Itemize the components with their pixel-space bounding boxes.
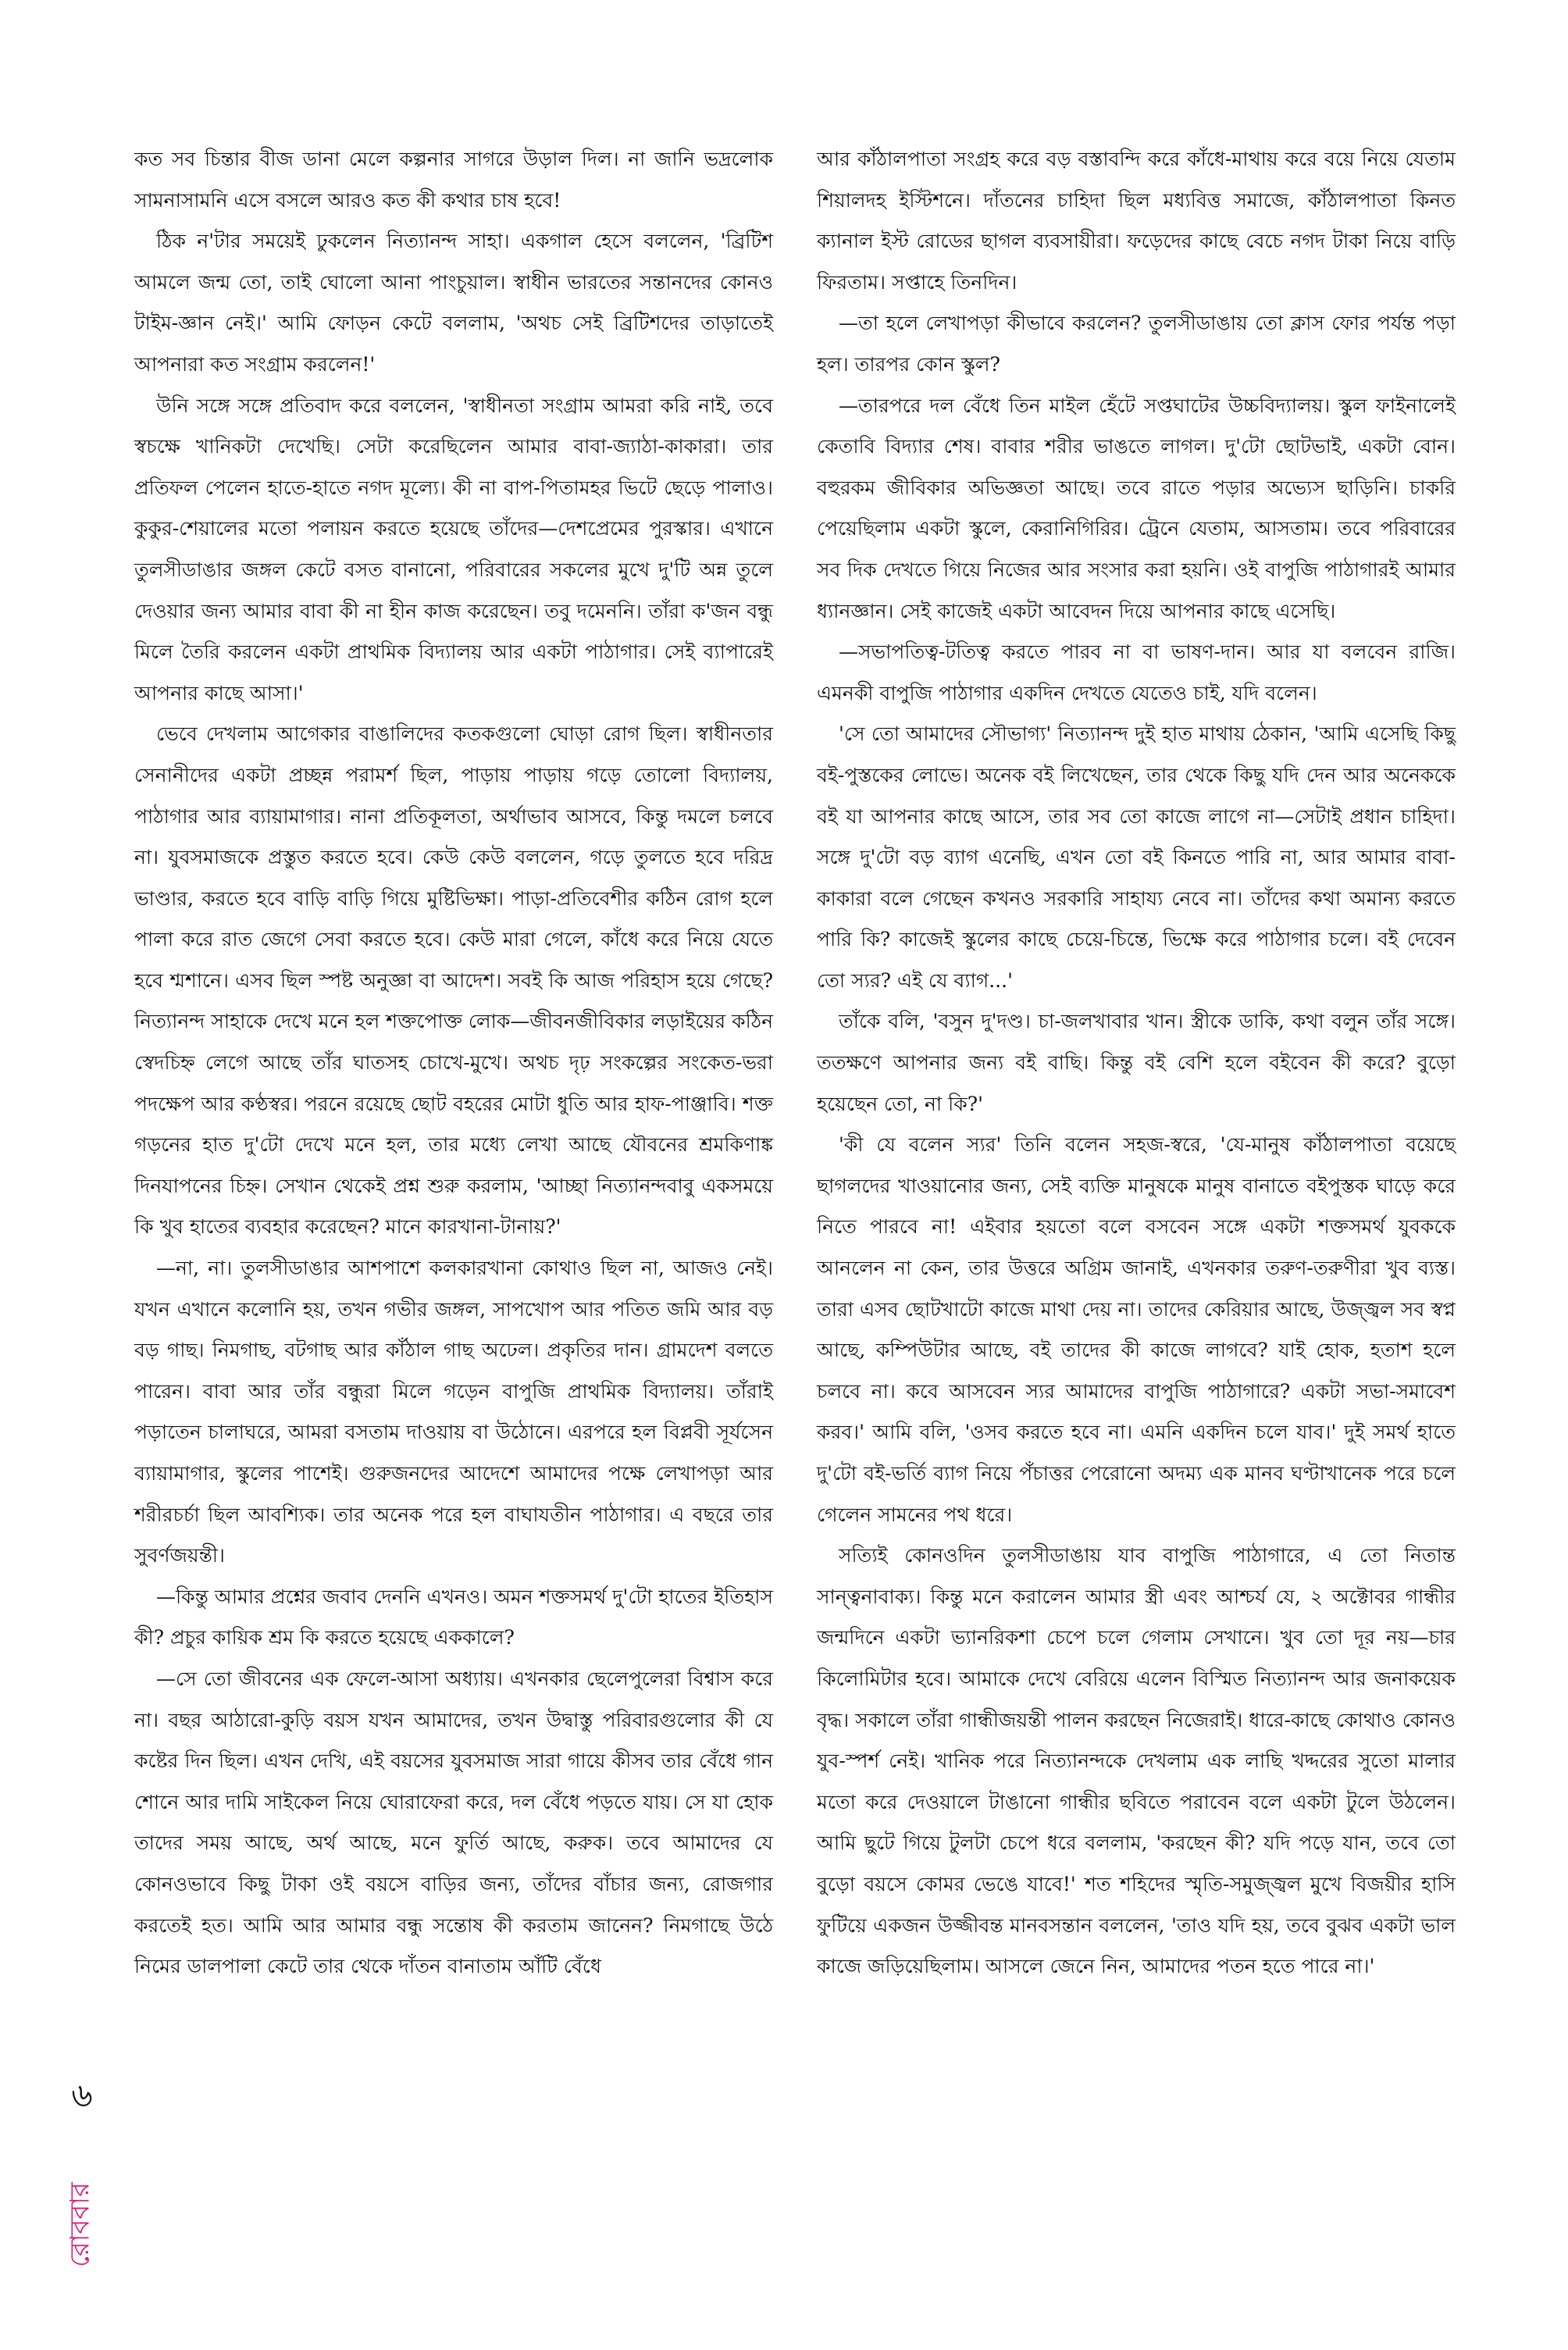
- paragraph: আর কাঁঠালপাতা সংগ্রহ করে বড় বস্তাবন্দি করে কাঁধে-মাথায় করে বয়ে নিয়ে যেতাম শিয়ালদহ ইস্টিশনে। দাঁতনের চাহিদা ছিল মধ্যবিত্ত সমাজে, কাঁঠালপাতা কিনত ক্যানাল ইস্ট রোডের ছাগল ব্যবসায়ীরা। ফড়েদের কাছে বেচে নগদ টাকা নিয়ে বাড়ি ফিরতাম। সপ্তাহে তিনদিন।: [817, 148, 1456, 294]
- paragraph: —কিন্তু আমার প্রশ্নের জবাব দেননি এখনও। অমন শক্তসমর্থ দু'টো হাতের ইতিহাস কী? প্রচুর কায়িক শ্রম কি করতে হয়েছে এককালে?: [134, 1585, 773, 1649]
- right-text-column: [817, 139, 1456, 1988]
- paragraph: —তা হলে লেখাপড়া কীভাবে করলেন? তুলসীডাঙায় তো ক্লাস ফোর পর্যন্ত পড়া হল। তারপর কোন স্কুল?: [817, 312, 1456, 376]
- paragraph: 'কী যে বলেন স্যর' তিনি বলেন সহজ-স্বরে, 'যে-মানুষ কাঁঠালপাতা বয়েছে ছাগলদের খাওয়ানোর জন্য, সেই ব্যক্তি মানুষকে মানুষ বানাতে বইপুস্তক ঘাড়ে করে নিতে পারবে না! এইবার হয়তো বলে বসবেন সঙ্গে একটা শক্তসমর্থ যুবককে আনলেন না কেন, তার উত্তরে অগ্রিম জানাই, এখনকার তরুণ-তরুণীরা খুব ব্যস্ত। তারা এসব ছোটখাটো কাজে মাথা দেয় না। তাদের কেরিয়ার আছে, উজ্জ্বল সব স্বপ্ন আছে, কম্পিউটার আছে, বই তাদের কী কাজে লাগবে? যাই হোক, হতাশ হলে চলবে না। কবে আসবেন স্যর আমাদের বাপুজি পাঠাগারে? একটা সভা-সমাবেশ করব।' আমি বলি, 'ওসব করতে হবে না। এমনি একদিন চলে যাব।' দুই সমর্থ হাতে দু'টো বই-ভর্তি ব্যাগ নিয়ে পঁচাত্তর পেরোনো অদম্য এক মানব ঘণ্টাখানেক পরে চলে গেলেন সামনের পথ ধরে।: [817, 1133, 1456, 1526]
- page-folio: [62, 2070, 102, 2288]
- paragraph: —না, না। তুলসীডাঙার আশপাশে কলকারখানা কোথাও ছিল না, আজও নেই। যখন এখানে কলোনি হয়, তখন গভীর জঙ্গল, সাপখোপ আর পতিত জমি আর বড় বড় গাছ। নিমগাছ, বটগাছ আর কাঁঠাল গাছ অঢেল। প্রকৃতির দান। গ্রামদেশ বলতে পারেন। বাবা আর তাঁর বন্ধুরা মিলে গড়েন বাপুজি প্রাথমিক বিদ্যালয়। তাঁরাই পড়াতেন চালাঘরে, আমরা বসতাম দাওয়ায় বা উঠোনে। এরপরে হল বিপ্লবী সূর্যসেন ব্যায়ামাগার, স্কুলের পাশেই। গুরুজনদের আদেশে আমাদের পক্ষে লেখাপড়া আর শরীরচর্চা ছিল আবশ্যিক। তার অনেক পরে হল বাঘাযতীন পাঠাগার। এ বছরে তার সুবর্ণজয়ন্তী।: [134, 1257, 773, 1567]
- paragraph: ভেবে দেখলাম আগেকার বাঙালিদের কতকগুলো ঘোড়া রোগ ছিল। স্বাধীনতার সেনানীদের একটা প্রচ্ছন্ন পরামর্শ ছিল, পাড়ায় পাড়ায় গড়ে তোলো বিদ্যালয়, পাঠাগার আর ব্যায়ামাগার। নানা প্রতিকূলতা, অর্থাভাব আসবে, কিন্তু দমলে চলবে না। যুবসমাজকে প্রস্তুত করতে হবে। কেউ কেউ বললেন, গড়ে তুলতে হবে দরিদ্র ভাণ্ডার, করতে হবে বাড়ি বাড়ি গিয়ে মুষ্টিভিক্ষা। পাড়া-প্রতিবেশীর কঠিন রোগ হলে পালা করে রাত জেগে সেবা করতে হবে। কেউ মারা গেলে, কাঁধে করে নিয়ে যেতে হবে শ্মশানে। এসব ছিল স্পষ্ট অনুজ্ঞা বা আদেশ। সবই কি আজ পরিহাস হয়ে গেছে? নিত্যানন্দ সাহাকে দেখে মনে হল শক্তপোক্ত লোক—জীবনজীবিকার লড়াইয়ের কঠিন স্বেদচিহ্ন লেগে আছে তাঁর ঘাতসহ চোখে-মুখে। অথচ দৃঢ় সংকল্পের সংকেত-ভরা পদক্ষেপ আর কণ্ঠস্বর। পরনে রয়েছে ছোট বহরের মোটা ধুতি আর হাফ-পাঞ্জাবি। শক্ত গড়নের হাত দু'টো দেখে মনে হল, তার মধ্যে লেখা আছে যৌবনের শ্রমকিণাঙ্ক দিনযাপনের চিহ্ন। সেখান থেকেই প্রশ্ন শুরু করলাম, 'আচ্ছা নিত্যানন্দবাবু একসময়ে কি খুব হাতের ব্যবহার করেছেন? মানে কারখানা-টানায়?': [134, 722, 773, 1239]
- magazine-name: রোববার: [64, 2182, 96, 2267]
- paragraph: কত সব চিন্তার বীজ ডানা মেলে কল্পনার সাগরে উড়াল দিল। না জানি ভদ্রলোক সামনাসামনি এসে বসলে আরও কত কী কথার চাষ হবে!: [134, 148, 773, 212]
- left-text-column: [134, 139, 773, 1988]
- paragraph: তাঁকে বলি, 'বসুন দু'দণ্ড। চা-জলখাবার খান। স্ত্রীকে ডাকি, কথা বলুন তাঁর সঙ্গে। ততক্ষণে আপনার জন্য বই বাছি। কিন্তু বই বেশি হলে বইবেন কী করে? বুড়ো হয়েছেন তো, না কি?': [817, 1010, 1456, 1115]
- paragraph: —সভাপতিত্ব-টতিত্ব করতে পারব না বা ভাষণ-দান। আর যা বলবেন রাজি। এমনকী বাপুজি পাঠাগার একদিন দেখতে যেতেও চাই, যদি বলেন।: [817, 640, 1456, 704]
- page-number: ৬: [71, 2076, 93, 2114]
- paragraph: —তারপরে দল বেঁধে তিন মাইল হেঁটে সপ্তঘাটের উচ্চবিদ্যালয়। স্কুল ফাইনালেই কেতাবি বিদ্যার শেষ। বাবার শরীর ভাঙতে লাগল। দু'টো ছোটভাই, একটা বোন। বহুরকম জীবিকার অভিজ্ঞতা আছে। তবে রাতে পড়ার অভ্যেস ছাড়িনি। চাকরি পেয়েছিলাম একটা স্কুলে, কেরানিগিরির। ট্রেনে যেতাম, আসতাম। তবে পরিবারের সব দিক দেখতে গিয়ে নিজের আর সংসার করা হয়নি। ওই বাপুজি পাঠাগারই আমার ধ্যানজ্ঞান। সেই কাজেই একটা আবেদন দিয়ে আপনার কাছে এসেছি।: [817, 394, 1456, 622]
- paragraph: ঠিক ন'টার সময়েই ঢুকলেন নিত্যানন্দ সাহা। একগাল হেসে বললেন, 'ব্রিটিশ আমলে জন্ম তো, তাই ঘোলো আনা পাংচুয়াল। স্বাধীন ভারতের সন্তানদের কোনও টাইম-জ্ঞান নেই।' আমি ফোড়ন কেটে বললাম, 'অথচ সেই ব্রিটিশদের তাড়াতেই আপনারা কত সংগ্রাম করলেন!': [134, 230, 773, 376]
- paragraph: 'সে তো আমাদের সৌভাগ্য' নিত্যানন্দ দুই হাত মাথায় ঠেকান, 'আমি এসেছি কিছু বই-পুস্তকের লোভে। অনেক বই লিখেছেন, তার থেকে কিছু যদি দেন আর অনেককে বই যা আপনার কাছে আসে, তার সব তো কাজে লাগে না—সেটাই প্রধান চাহিদা। সঙ্গে দু'টো বড় ব্যাগ এনেছি, এখন তো বই কিনতে পারি না, আর আমার বাবা-কাকারা বলে গেছেন কখনও সরকারি সাহায্য নেবে না। তাঁদের কথা অমান্য করতে পারি কি? কাজেই স্কুলের কাছে চেয়ে-চিন্তে, ভিক্ষে করে পাঠাগার চলে। বই দেবেন তো স্যর? এই যে ব্যাগ...': [817, 722, 1456, 992]
- paragraph: উনি সঙ্গে সঙ্গে প্রতিবাদ করে বললেন, 'স্বাধীনতা সংগ্রাম আমরা করি নাই, তবে স্বচক্ষে খানিকটা দেখেছি। সেটা করেছিলেন আমার বাবা-জ্যাঠা-কাকারা। তার প্রতিফল পেলেন হাতে-হাতে নগদ মূল্যে। কী না বাপ-পিতামহর ভিটে ছেড়ে পালাও। কুকুর-শেয়ালের মতো পলায়ন করতে হয়েছে তাঁদের—দেশপ্রেমের পুরস্কার। এখানে তুলসীডাঙার জঙ্গল কেটে বসত বানানো, পরিবারের সকলের মুখে দু'টি অন্ন তুলে দেওয়ার জন্য আমার বাবা কী না হীন কাজ করেছেন। তবু দমেননি। তাঁরা ক'জন বন্ধু মিলে তৈরি করলেন একটা প্রাথমিক বিদ্যালয় আর একটা পাঠাগার। সেই ব্যাপারেই আপনার কাছে আসা।': [134, 394, 773, 704]
- paragraph: সত্যিই কোনওদিন তুলসীডাঙায় যাব বাপুজি পাঠাগারে, এ তো নিতান্ত সান্ত্বনাবাক্য। কিন্তু মনে করালেন আমার স্ত্রী এবং আশ্চর্য যে, ২ অক্টোবর গান্ধীর জন্মদিনে একটা ভ্যানরিকশা চেপে চলে গেলাম সেখানে। খুব তো দূর নয়—চার কিলোমিটার হবে। আমাকে দেখে বেরিয়ে এলেন বিস্মিত নিত্যানন্দ আর জনাকয়েক বৃদ্ধ। সকালে তাঁরা গান্ধীজয়ন্তী পালন করছেন নিজেরাই। ধারে-কাছে কোথাও কোনও যুব-স্পর্শ নেই। খানিক পরে নিত্যানন্দকে দেখলাম এক লাছি খদ্দরের সুতো মালার মতো করে দেওয়ালে টাঙানো গান্ধীর ছবিতে পরাবেন বলে একটা টুলে উঠলেন। আমি ছুটে গিয়ে টুলটা চেপে ধরে বললাম, 'করছেন কী? যদি পড়ে যান, তবে তো বুড়ো বয়সে কোমর ভেঙে যাবে!' শত শহিদের স্মৃতি-সমুজ্জ্বল মুখে বিজয়ীর হাসি ফুটিয়ে একজন উজ্জীবন্ত মানবসন্তান বললেন, 'তাও যদি হয়, তবে বুঝব একটা ভাল কাজে জড়িয়েছিলাম। আসলে জেনে নিন, আমাদের পতন হতে পারে না।': [817, 1544, 1456, 1978]
- paragraph: —সে তো জীবনের এক ফেলে-আসা অধ্যায়। এখনকার ছেলেপুলেরা বিশ্বাস করে না। বছর আঠারো-কুড়ি বয়স যখন আমাদের, তখন উদ্বাস্তু পরিবারগুলোর কী যে কষ্টের দিন ছিল। এখন দেখি, এই বয়সের যুবসমাজ সারা গায়ে কীসব তার বেঁধে গান শোনে আর দামি সাইকেল নিয়ে ঘোরাফেরা করে, দল বেঁধে পড়তে যায়। সে যা হোক তাদের সময় আছে, অর্থ আছে, মনে ফুর্তি আছে, করুক। তবে আমাদের যে কোনওভাবে কিছু টাকা ওই বয়সে বাড়ির জন্য, তাঁদের বাঁচার জন্য, রোজগার করতেই হত। আমি আর আমার বন্ধু সন্তোষ কী করতাম জানেন? নিমগাছে উঠে নিমের ডালপালা কেটে তার থেকে দাঁতন বানাতাম আঁটি বেঁধে: [134, 1667, 773, 1978]
